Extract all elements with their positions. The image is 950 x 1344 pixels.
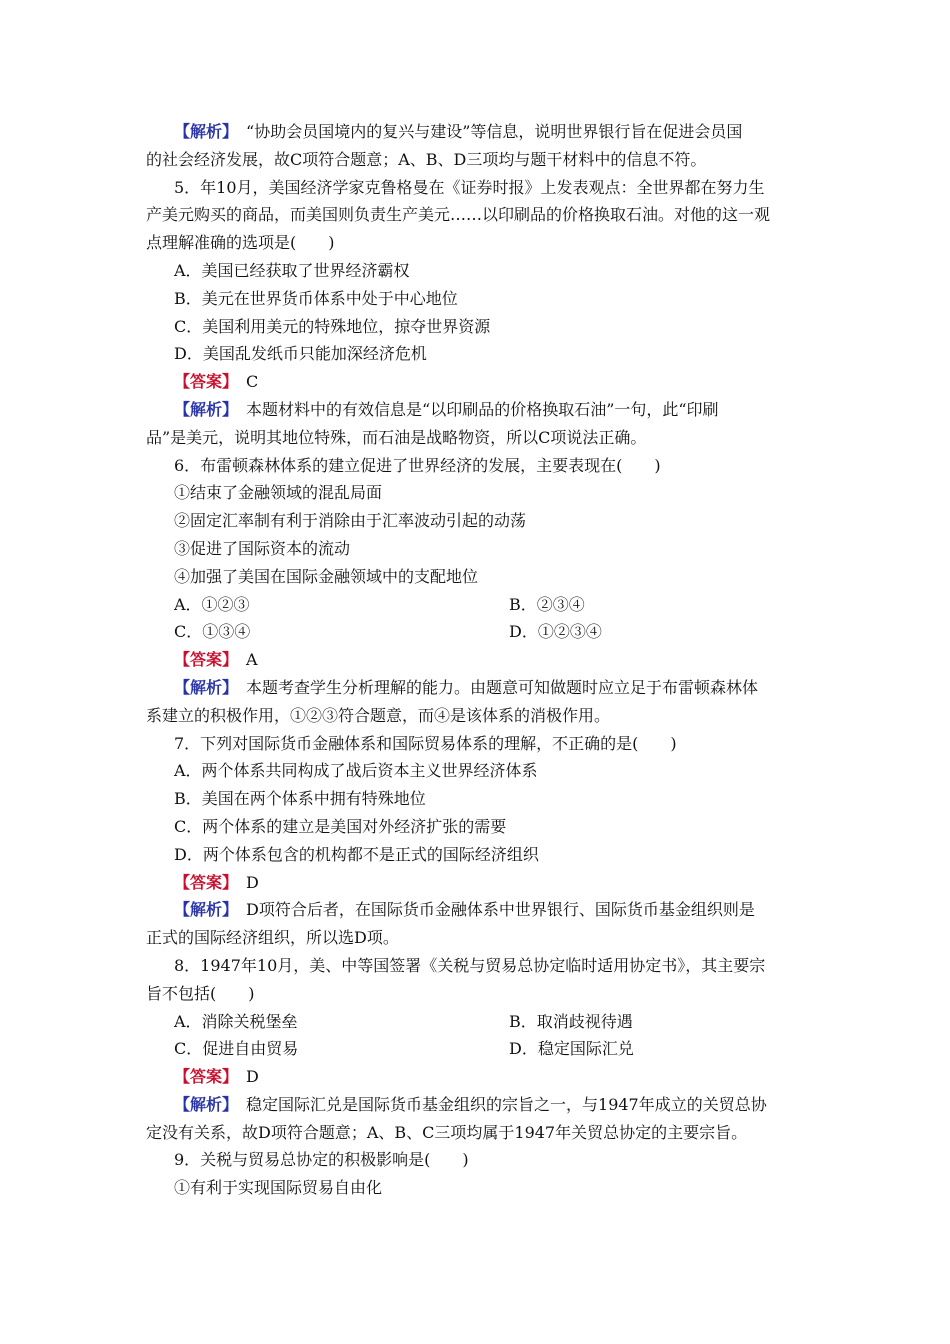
q5-answer-line bbox=[146, 368, 808, 396]
q8-answer-line bbox=[146, 1063, 808, 1091]
analysis-tag: 【解析】 bbox=[174, 399, 231, 419]
q7-option-b: B．美国在两个体系中拥有特殊地位 bbox=[174, 789, 426, 809]
q6-item-4: ④加强了美国在国际金融领域中的支配地位 bbox=[174, 566, 479, 586]
q8-option-c: C．促进自由贸易 bbox=[174, 1039, 299, 1059]
q7-option-c: C．两个体系的建立是美国对外经济扩张的需要 bbox=[174, 816, 507, 836]
q8-analysis-line-1 bbox=[146, 1091, 808, 1119]
q8-stem-line-1: 8．1947年10月，美、中等国签署《关税与贸易总协定临时适用协定书》，其主要宗 bbox=[174, 955, 766, 975]
q5-analysis-text-1: 本题材料中的有效信息是“以印刷品的价格换取石油”一句，此“印刷 bbox=[230, 399, 719, 419]
q4-analysis-line-1 bbox=[146, 118, 808, 146]
analysis-tag: 【解析】 bbox=[174, 122, 231, 141]
q5-stem-line-3: 点理解准确的选项是( ) bbox=[146, 233, 335, 253]
q7-analysis-text-1: D项符合后者，在国际货币金融体系中世界银行、国际货币基金组织则是 bbox=[230, 900, 755, 920]
q6-analysis-line-1 bbox=[146, 674, 808, 702]
q8-option-b: B．取消歧视待遇 bbox=[509, 1011, 633, 1031]
q8-analysis-text-1: 稳定国际汇兑是国际货币基金组织的宗旨之一，与1947年成立的关贸总协 bbox=[230, 1094, 767, 1114]
q6-answer-line bbox=[146, 646, 808, 674]
q6-answer-value: A bbox=[230, 650, 258, 670]
q6-options-row-1 bbox=[146, 591, 808, 619]
analysis-tag: 【解析】 bbox=[174, 900, 231, 920]
q9-stem: 9．关税与贸易总协定的积极影响是( ) bbox=[174, 1150, 469, 1170]
q8-option-d: D．稳定国际汇兑 bbox=[509, 1039, 634, 1059]
q5-answer-value: C bbox=[230, 372, 259, 392]
q6-option-a: A．①②③ bbox=[174, 594, 250, 614]
q6-option-c: C．①③④ bbox=[174, 622, 251, 642]
q7-option-a: A．两个体系共同构成了战后资本主义世界经济体系 bbox=[174, 761, 538, 781]
q5-option-b: B．美元在世界货币体系中处于中心地位 bbox=[174, 288, 458, 308]
q5-stem-line-2: 产美元购买的商品，而美国则负责生产美元……以印刷品的价格换取石油。对他的这一观 bbox=[146, 205, 771, 225]
q6-options-row-2 bbox=[146, 618, 808, 646]
q6-stem: 6．布雷顿森林体系的建立促进了世界经济的发展，主要表现在( ) bbox=[174, 455, 661, 475]
q6-item-1: ①结束了金融领域的混乱局面 bbox=[174, 483, 383, 503]
q8-answer-value: D bbox=[230, 1067, 259, 1087]
q8-option-a: A．消除关税堡垒 bbox=[174, 1011, 298, 1031]
q6-item-2: ②固定汇率制有利于消除由于汇率波动引起的动荡 bbox=[174, 511, 527, 531]
q7-stem: 7．下列对国际货币金融体系和国际贸易体系的理解，不正确的是( ) bbox=[174, 733, 677, 753]
q5-analysis-line-1 bbox=[146, 396, 808, 424]
q7-answer-line bbox=[146, 869, 808, 897]
q5-option-d: D．美国乱发纸币只能加深经济危机 bbox=[174, 344, 427, 364]
q6-analysis-text-1: 本题考查学生分析理解的能力。由题意可知做题时应立足于布雷顿森林体 bbox=[230, 677, 759, 697]
q7-option-d: D．两个体系包含的机构都不是正式的国际经济组织 bbox=[174, 844, 539, 864]
q8-analysis-line-2: 定没有关系，故D项符合题意；A、B、C三项均属于1947年关贸总协定的主要宗旨。 bbox=[146, 1122, 748, 1142]
q4-analysis-line-2: 的社会经济发展，故C项符合题意；A、B、D三项均与题干材料中的信息不符。 bbox=[146, 149, 707, 169]
answer-tag: 【答案】 bbox=[174, 372, 231, 392]
q5-option-c: C．美国利用美元的特殊地位，掠夺世界资源 bbox=[174, 316, 491, 336]
document-page bbox=[146, 118, 808, 1202]
q6-item-3: ③促进了国际资本的流动 bbox=[174, 538, 351, 558]
analysis-tag: 【解析】 bbox=[174, 677, 231, 697]
q5-stem-line-1: 5．年10月，美国经济学家克鲁格曼在《证券时报》上发表观点：全世界都在努力生 bbox=[174, 177, 765, 197]
q7-analysis-line-2: 正式的国际经济组织，所以选D项。 bbox=[146, 928, 399, 948]
answer-tag: 【答案】 bbox=[174, 1067, 231, 1087]
q6-option-d: D．①②③④ bbox=[509, 622, 602, 642]
q8-stem-line-2: 旨不包括( ) bbox=[146, 983, 255, 1003]
q6-option-b: B．②③④ bbox=[509, 594, 585, 614]
q7-analysis-line-1 bbox=[146, 896, 808, 924]
q5-analysis-line-2: 品”是美元，说明其地位特殊，而石油是战略物资，所以C项说法正确。 bbox=[146, 427, 647, 447]
answer-tag: 【答案】 bbox=[174, 650, 231, 670]
q9-item-1: ①有利于实现国际贸易自由化 bbox=[174, 1178, 383, 1198]
q7-answer-value: D bbox=[230, 872, 259, 892]
q6-analysis-line-2: 系建立的积极作用，①②③符合题意，而④是该体系的消极作用。 bbox=[146, 705, 611, 725]
q5-option-a: A．美国已经获取了世界经济霸权 bbox=[174, 260, 410, 280]
analysis-tag: 【解析】 bbox=[174, 1094, 231, 1114]
q8-options-row-1 bbox=[146, 1008, 808, 1036]
q4-analysis-text-1: “协助会员国境内的复兴与建设”等信息，说明世界银行旨在促进会员国 bbox=[230, 122, 743, 141]
q8-options-row-2 bbox=[146, 1035, 808, 1063]
answer-tag: 【答案】 bbox=[174, 872, 231, 892]
